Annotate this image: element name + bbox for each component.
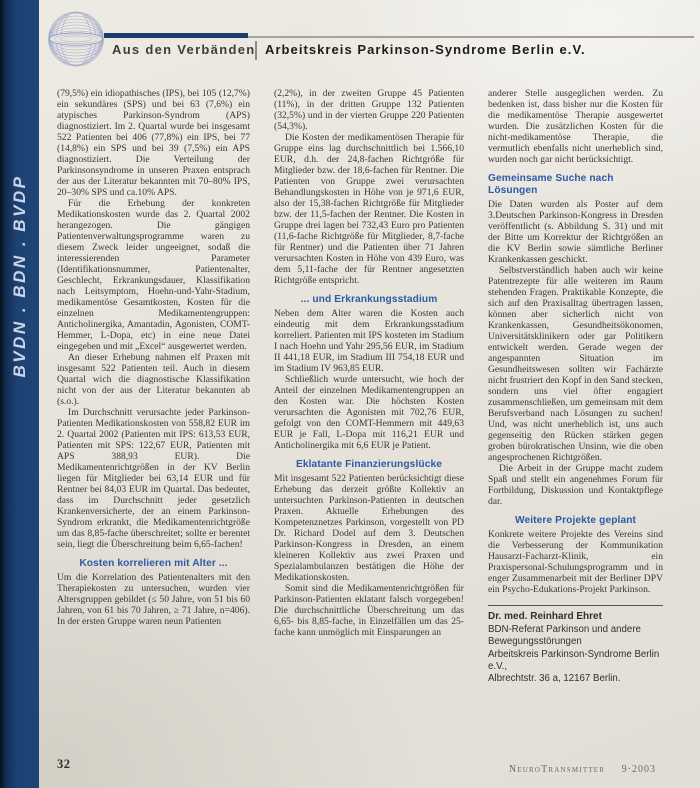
- section-heading: Gemeinsame Suche nach Lösungen: [488, 173, 614, 196]
- article-paragraph: Selbstverständlich haben auch wir keine Patentrezepte für alle weiteren im Raum stehenden Fragen. Praktikable Konzepte, die sich auf den Praxisalltag übertragen lassen, können aber sicherlich nicht von Krankenkassen, Gesundheitsökonomen, Universitätsklinikern oder gar Politikern entwickelt werden. Gerade wegen der angespannten Situation im Gesundheitswesen sollten wir Fachärzte nicht frustriert den Kopf in den Sand stecken, sondern uns viel öfter engagiert zusammenschließen, um gemeinsam mit dem Berufsverband nach Lösungen zu suchen! Und, was nicht unerheblich ist, uns auch gegenseitig den Rücken stärken gegen groben bürokratischen Unsinn, wie die oben angesprochenen Richtgrößen.: [488, 265, 663, 463]
- header-divider: [255, 41, 257, 60]
- author-affiliation-line: Arbeitskreis Parkinson-Syndrome Berlin e.V.,: [488, 648, 660, 672]
- article-paragraph: Für die Erhebung der konkreten Medikationskosten wurde das 2. Quartal 2002 herangezogen. Die gängigen Patientenverwaltungsprogramme waren zu diesem Zweck leider ungeeignet, sodaß die interessierenden Parameter (Identifikationsnummer, Patientenalter, Geschlecht, Erkrankungsdauer, Klassifikation nach Leitsymptom, Hoehn-und-Yahr-Stadium, medikamentöse Gesamtkosten, Kosten für die einzelnen Medikamentengruppen: Anticholinergika, Amantadin, Agonisten, COMT-Hemmer, L-Dopa, etc) in eine neue Datei eingegeben und mit „Excel“ ausgewertet werden.: [57, 198, 250, 352]
- page-number: 32: [57, 757, 71, 771]
- article-column-1: [57, 88, 250, 685]
- author-address-line: Albrechtstr. 36 a, 12167 Berlin.: [488, 673, 621, 685]
- article-paragraph: (79,5%) ein idiopathisches (IPS), bei 105 (12,7%) ein sekundäres (SPS) und bei 63 (7,6%) ein atypisches Parkinson-Syndrom (APS) diagnostiziert. Im 2. Quartal wurde bei insgesamt 522 Patienten bei 406 (77,8%) ein IPS, bei 77 (14,8%) ein SPS und bei 39 (7,5%) ein APS diagnostiziert. Die Verteilung der Parkinsonsyndrome in unseren Praxen entsprach der aus der Literatur bekannten mit 70–80% IPS, 20–30% SPS und ca.10% APS.: [57, 88, 250, 198]
- article-series-title: Arbeitskreis Parkinson-Syndrome Berlin e.V.: [265, 42, 586, 57]
- article-paragraph: Die Kosten der medikamentösen Therapie für Gruppe eins lag durchschnittlich bei 1.566,10 EUR, d.h. der 24,8-fachen Richtgröße für Mitglieder bzw. der 18,6-fachen für Rentner. Die Patienten von Gruppe zwei verursachten Behandlungskosten in Höhe von je 971,6 EUR, also der 15,38-fachen Richtgröße für Mitglieder bzw. der 11,5-fachen der Rentner. Die Kosten in Gruppe drei lagen bei 732,43 Euro pro Patienten (11,6-fache Richtgröße für Mitglieder, 8,7-fache für Rentner) und die Patienten über 71 Jahren verursachten Kosten in Höhe von 439 Euro, was dem 5,11-fache der für Rentner angesetzten Richtgröße entspricht.: [274, 132, 464, 286]
- article-paragraph: Die Arbeit in der Gruppe macht zudem Spaß und stellt ein angenehmes Forum für Fortbildung, Diskussion und Kontaktpflege dar.: [488, 463, 663, 507]
- author-affiliation-line: BDN-Referat Parkinson und andere Bewegungsstörungen: [488, 624, 641, 648]
- section-label: Aus den Verbänden: [112, 42, 256, 57]
- article-paragraph: Die Daten wurden als Poster auf dem 3.Deutschen Parkinson-Kongress in Dresden veröffentlicht (s. Abbildung S. 31) und mit der Bitte um Korrektur der Richtgrößen an die KV Berlin sowie sämtliche Berliner Krankenkassen geschickt.: [488, 199, 663, 265]
- article-paragraph: An dieser Erhebung nahmen elf Praxen mit insgesamt 522 Patienten teil. Auch in diesem Quartal wich die diagnostische Klassifikation nicht von der aus der Literatur bekannten ab (s.o.).: [57, 352, 250, 407]
- article-paragraph: Schließlich wurde untersucht, wie hoch der Anteil der einzelnen Medikamentengruppen an den Kosten war. Die höchsten Kosten verursachten die Agonisten mit 702,76 EUR, gefolgt von den COMT-Hemmern mit 449,63 EUR je Fall, L-Dopa mit 116,21 EUR und Anticholinergika mit 6,6 EUR je Patient.: [274, 374, 464, 451]
- journal-footer: [509, 764, 656, 775]
- header-rule-thick: [104, 33, 248, 38]
- header-rule-thin: [248, 36, 694, 38]
- section-heading: Weitere Projekte geplant: [514, 515, 637, 526]
- guilloche-globe-logo-icon: [46, 11, 106, 68]
- article-paragraph: Um die Korrelation des Patientenalters mit den Therapiekosten zu untersuchen, wurden vier Altersgruppen gebildet (≤ 50 Jahre, von 51 bis 60 Jahren, von 61 bis 70 Jahren, ≥ 71 Jahre, n=406). In der ersten Gruppe waren neun Patienten: [57, 572, 250, 627]
- article-paragraph: anderer Stelle ausgeglichen werden. Zu bedenken ist, dass bisher nur die Kosten für die medikamentöse Therapie ausgewertet wurden. Die zusätzlichen Kosten für die nicht-medikamentöse Therapie, die vermutlich ebenfalls nicht unerheblich sind, wurden noch gar nicht berücksichtigt.: [488, 88, 663, 165]
- section-heading: Eklatante Finanzierungslücke: [295, 459, 443, 470]
- article-column-2: [274, 88, 464, 685]
- article-column-3: [488, 88, 663, 685]
- association-band: [0, 0, 39, 788]
- author-name: Dr. med. Reinhard Ehret: [488, 611, 602, 622]
- article-paragraph: Somit sind die Medikamentenrichtgrößen für Parkinson-Patienten eklatant falsch vorgegeben! Die durchschnittliche Überschreitung um das 6,65- bis 8,85-fache, in Einzelfällen um das 25-fache kann unmöglich mit Einsparungen an: [274, 583, 464, 638]
- article-paragraph: Konkrete weitere Projekte des Vereins sind die Verbesserung der Kommunikation Hausarzt-Facharzt-Klinik, ein Praxispersonal-Schulungsprogramm und in enger Zusammenarbeit mit der Berliner DPV ein Psycho-Edukations-Projekt Parkinson.: [488, 529, 663, 595]
- article-paragraph: Im Durchschnitt verursachte jeder Parkinson-Patienten Medikationskosten von 558,82 EUR im 2. Quartal 2002 (Patienten mit IPS: 613,53 EUR, Patienten mit SPS: 122,67 EUR, Patienten mit APS 388,93 EUR). Die Medikamentenrichtgrößen in der KV Berlin liegen für Mitglieder bei 63,14 EUR und für Rentner bei 84,03 EUR im Quartal. Das bedeutet, dass im Durchschnitt jeder gesetzlich Krankenversicherte, der an einem Parkinson-Syndrom erkrankt, die Medikamentenrichtgröße um das 8,85-fache überschreitet; sollte er berentet sein, liegt die Überschreitung beim 6,65-fachen!: [57, 407, 250, 550]
- article-body: [57, 88, 663, 685]
- association-band-label: BVDN . BDN . BVDP: [10, 174, 29, 378]
- journal-name: NeuroTransmitter: [508, 764, 606, 775]
- article-paragraph: Neben dem Alter waren die Kosten auch eindeutig mit dem Erkrankungsstadium korreliert. Patienten mit IPS kosteten im Stadium I nach Hoehn und Yahr 295,56 EUR, im Stadium II 441,18 EUR, im Stadium III 754,18 EUR und im Stadium IV 963,85 EUR.: [274, 308, 464, 374]
- author-box: [488, 605, 663, 685]
- section-heading: ... und Erkrankungsstadium: [300, 294, 438, 305]
- article-paragraph: Mit insgesamt 522 Patienten berücksichtigt diese Erhebung das derzeit größte Kollektiv an untersuchten Parkinson-Patienten in deutschen Praxen. Aktuelle Erhebungen des Kompetenznetzes Parkinson, vorgestellt von PD Dr. Richard Dodel auf dem 3. Deutschen Parkinson-Kongress in Dresden, an einem kleineren Kollektiv aus zwei Praxen und Spezialambulanzen bestätigen die Höhe der Medikationskosten.: [274, 473, 464, 583]
- article-paragraph: (2,2%), in der zweiten Gruppe 45 Patienten (11%), in der dritten Gruppe 132 Patienten (32,5%) und in der vierten Gruppe 220 Patienten (54,3%).: [274, 88, 464, 132]
- section-heading: Kosten korrelieren mit Alter ...: [79, 558, 228, 569]
- issue-date: 9·2003: [621, 764, 656, 775]
